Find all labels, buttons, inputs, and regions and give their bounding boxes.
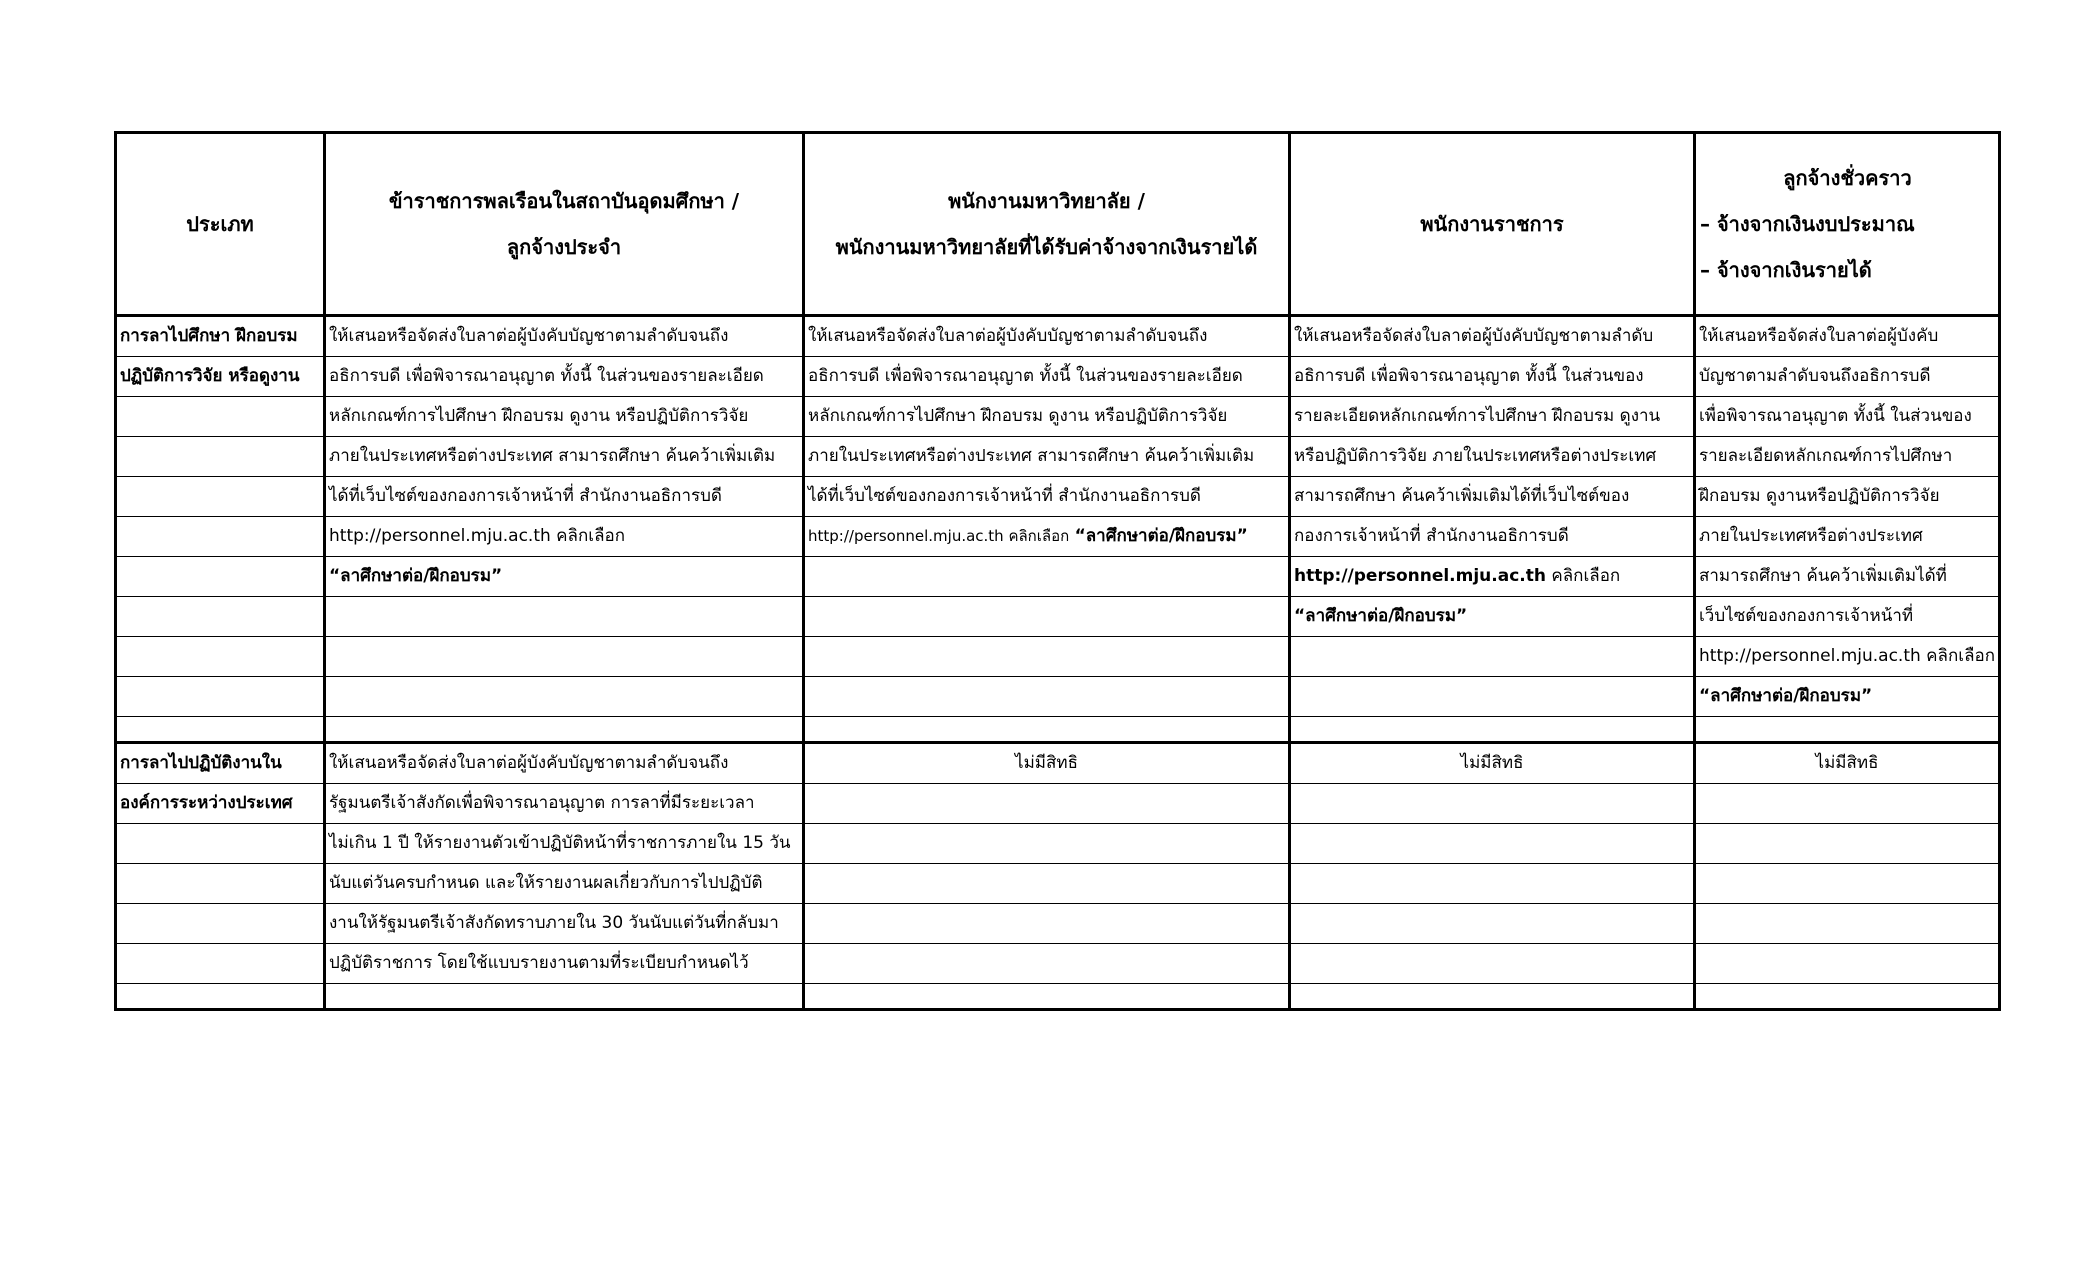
section1-col3-line: ภายในประเทศหรือต่างประเทศ สามารถศึกษา ค้นคว้าเพิ่มเติม xyxy=(804,437,1290,477)
empty-cell xyxy=(116,944,325,984)
empty-cell xyxy=(116,677,325,717)
section1-col5-line: ฝึกอบรม ดูงานหรือปฏิบัติการวิจัย xyxy=(1695,477,2000,517)
section1-col3-url-line: http://personnel.mju.ac.th คลิกเลือก xyxy=(808,527,1070,545)
section1-col5-url-line: http://personnel.mju.ac.th คลิกเลือก xyxy=(1695,637,2000,677)
section1-col5-link-label: “ลาศึกษาต่อ/ฝึกอบรม” xyxy=(1695,677,2000,717)
table-row xyxy=(116,824,2000,864)
leave-policy-table xyxy=(114,131,2001,1011)
empty-cell xyxy=(325,637,804,677)
table-row xyxy=(116,517,2000,557)
empty-cell xyxy=(325,717,804,743)
section1-col4-line: ให้เสนอหรือจัดส่งใบลาต่อผู้บังคับบัญชาตามลำดับ xyxy=(1290,316,1695,357)
section1-col5-line: สามารถศึกษา ค้นคว้าเพิ่มเติมได้ที่ xyxy=(1695,557,2000,597)
table-row xyxy=(116,357,2000,397)
empty-cell xyxy=(1290,784,1695,824)
section2-col2-line: ไม่เกิน 1 ปี ให้รายงานตัวเข้าปฏิบัติหน้าที่ราชการภายใน 15 วัน xyxy=(325,824,804,864)
section1-col2-line: หลักเกณฑ์การไปศึกษา ฝึกอบรม ดูงาน หรือปฏิบัติการวิจัย xyxy=(325,397,804,437)
section1-col3-line: ให้เสนอหรือจัดส่งใบลาต่อผู้บังคับบัญชาตามลำดับจนถึง xyxy=(804,316,1290,357)
empty-cell xyxy=(804,824,1290,864)
section1-col5-line: ให้เสนอหรือจัดส่งใบลาต่อผู้บังคับ xyxy=(1695,316,2000,357)
empty-cell xyxy=(116,904,325,944)
empty-cell xyxy=(116,517,325,557)
empty-cell xyxy=(1290,824,1695,864)
empty-cell xyxy=(116,437,325,477)
header-col5-line-3: – จ้างจากเงินรายได้ xyxy=(1700,258,1872,282)
empty-cell xyxy=(116,717,325,743)
empty-cell xyxy=(804,984,1290,1010)
empty-cell xyxy=(1290,637,1695,677)
table-row xyxy=(116,397,2000,437)
section1-col3-line: หลักเกณฑ์การไปศึกษา ฝึกอบรม ดูงาน หรือปฏิบัติการวิจัย xyxy=(804,397,1290,437)
section2-category-line-1: การลาไปปฏิบัติงานใน xyxy=(116,743,325,784)
empty-cell xyxy=(116,984,325,1010)
table-row xyxy=(116,743,2000,784)
header-civil-servant xyxy=(325,133,804,316)
section1-col3-line: อธิการบดี เพื่อพิจารณาอนุญาต ทั้งนี้ ในส่วนของรายละเอียด xyxy=(804,357,1290,397)
empty-cell xyxy=(116,597,325,637)
section1-col4-line: หรือปฏิบัติการวิจัย ภายในประเทศหรือต่างประเทศ xyxy=(1290,437,1695,477)
empty-cell xyxy=(1695,864,2000,904)
empty-cell xyxy=(804,597,1290,637)
section1-col4-url-cell xyxy=(1290,557,1695,597)
section1-col2-line: ให้เสนอหรือจัดส่งใบลาต่อผู้บังคับบัญชาตามลำดับจนถึง xyxy=(325,316,804,357)
section1-col4-line: อธิการบดี เพื่อพิจารณาอนุญาต ทั้งนี้ ในส่วนของ xyxy=(1290,357,1695,397)
table-row xyxy=(116,477,2000,517)
section1-category-line-2: ปฏิบัติการวิจัย หรือดูงาน xyxy=(116,357,325,397)
empty-cell xyxy=(804,904,1290,944)
header-col5-line-2: – จ้างจากเงินงบประมาณ xyxy=(1700,212,1915,236)
section1-col5-line: บัญชาตามลำดับจนถึงอธิการบดี xyxy=(1695,357,2000,397)
section1-col3-link-label: “ลาศึกษาต่อ/ฝึกอบรม” xyxy=(1074,526,1248,546)
section1-col3-line: ได้ที่เว็บไซต์ของกองการเจ้าหน้าที่ สำนักงานอธิการบดี xyxy=(804,477,1290,517)
empty-cell xyxy=(1695,824,2000,864)
empty-cell xyxy=(116,824,325,864)
section1-col2-line: ภายในประเทศหรือต่างประเทศ สามารถศึกษา ค้นคว้าเพิ่มเติม xyxy=(325,437,804,477)
section2-category-line-2: องค์การระหว่างประเทศ xyxy=(116,784,325,824)
empty-cell xyxy=(1695,717,2000,743)
section2-col3-no-right: ไม่มีสิทธิ xyxy=(804,743,1290,784)
header-col3-line-1: พนักงานมหาวิทยาลัย / xyxy=(948,189,1145,213)
table-row xyxy=(116,597,2000,637)
empty-cell xyxy=(116,864,325,904)
header-col2-line-1: ข้าราชการพลเรือนในสถาบันอุดมศึกษา / xyxy=(388,189,740,213)
empty-cell xyxy=(325,597,804,637)
section1-col5-line: ภายในประเทศหรือต่างประเทศ xyxy=(1695,517,2000,557)
section1-col4-line: สามารถศึกษา ค้นคว้าเพิ่มเติมได้ที่เว็บไซต์ของ xyxy=(1290,477,1695,517)
section1-col4-click-text: คลิกเลือก xyxy=(1551,566,1621,586)
header-category: ประเภท xyxy=(116,133,325,316)
section2-col4-no-right: ไม่มีสิทธิ xyxy=(1290,743,1695,784)
empty-cell xyxy=(325,677,804,717)
empty-cell xyxy=(804,637,1290,677)
table-row xyxy=(116,984,2000,1010)
header-government-employee: พนักงานราชการ xyxy=(1290,133,1695,316)
section1-col3-url-cell xyxy=(804,517,1290,557)
header-temporary-employee xyxy=(1695,133,2000,316)
empty-cell xyxy=(116,637,325,677)
section1-col4-link-label: “ลาศึกษาต่อ/ฝึกอบรม” xyxy=(1290,597,1695,637)
empty-cell xyxy=(804,784,1290,824)
empty-cell xyxy=(1695,784,2000,824)
empty-cell xyxy=(325,984,804,1010)
empty-cell xyxy=(1290,904,1695,944)
section1-col4-url: http://personnel.mju.ac.th xyxy=(1294,566,1546,586)
section2-col2-line: งานให้รัฐมนตรีเจ้าสังกัดทราบภายใน 30 วันนับแต่วันที่กลับมา xyxy=(325,904,804,944)
section2-col5-no-right: ไม่มีสิทธิ xyxy=(1695,743,2000,784)
section1-col2-line: อธิการบดี เพื่อพิจารณาอนุญาต ทั้งนี้ ในส่วนของรายละเอียด xyxy=(325,357,804,397)
header-col2-line-2: ลูกจ้างประจำ xyxy=(506,235,622,259)
empty-cell xyxy=(804,864,1290,904)
section2-col2-line: ให้เสนอหรือจัดส่งใบลาต่อผู้บังคับบัญชาตามลำดับจนถึง xyxy=(325,743,804,784)
table-row xyxy=(116,316,2000,357)
empty-cell xyxy=(1290,677,1695,717)
table-row xyxy=(116,437,2000,477)
table-row xyxy=(116,904,2000,944)
section1-col2-line: ได้ที่เว็บไซต์ของกองการเจ้าหน้าที่ สำนักงานอธิการบดี xyxy=(325,477,804,517)
empty-cell xyxy=(1290,864,1695,904)
table-row xyxy=(116,784,2000,824)
empty-cell xyxy=(804,944,1290,984)
table-row xyxy=(116,864,2000,904)
section1-col5-line: เพื่อพิจารณาอนุญาต ทั้งนี้ ในส่วนของ xyxy=(1695,397,2000,437)
empty-cell xyxy=(1290,944,1695,984)
empty-cell xyxy=(116,397,325,437)
section1-col4-line: กองการเจ้าหน้าที่ สำนักงานอธิการบดี xyxy=(1290,517,1695,557)
table-row xyxy=(116,637,2000,677)
section2-col2-line: นับแต่วันครบกำหนด และให้รายงานผลเกี่ยวกับการไปปฏิบัติ xyxy=(325,864,804,904)
section1-col4-line: รายละเอียดหลักเกณฑ์การไปศึกษา ฝึกอบรม ดูงาน xyxy=(1290,397,1695,437)
empty-cell xyxy=(1290,984,1695,1010)
table-row xyxy=(116,944,2000,984)
header-row xyxy=(116,133,2000,316)
table-row xyxy=(116,717,2000,743)
empty-cell xyxy=(804,557,1290,597)
section1-category-line-1: การลาไปศึกษา ฝึกอบรม xyxy=(116,316,325,357)
header-col5-line-1: ลูกจ้างชั่วคราว xyxy=(1783,166,1912,190)
section1-col2-link-label: “ลาศึกษาต่อ/ฝึกอบรม” xyxy=(325,557,804,597)
empty-cell xyxy=(116,557,325,597)
section1-col5-line: เว็บไซต์ของกองการเจ้าหน้าที่ xyxy=(1695,597,2000,637)
empty-cell xyxy=(116,477,325,517)
empty-cell xyxy=(804,717,1290,743)
section1-col5-line: รายละเอียดหลักเกณฑ์การไปศึกษา xyxy=(1695,437,2000,477)
section2-col2-line: รัฐมนตรีเจ้าสังกัดเพื่อพิจารณาอนุญาต การลาที่มีระยะเวลา xyxy=(325,784,804,824)
header-col3-line-2: พนักงานมหาวิทยาลัยที่ได้รับค่าจ้างจากเงินรายได้ xyxy=(835,235,1258,259)
empty-cell xyxy=(1695,904,2000,944)
table-row xyxy=(116,677,2000,717)
empty-cell xyxy=(1695,944,2000,984)
empty-cell xyxy=(1290,717,1695,743)
table-row xyxy=(116,557,2000,597)
section2-col2-line: ปฏิบัติราชการ โดยใช้แบบรายงานตามที่ระเบียบกำหนดไว้ xyxy=(325,944,804,984)
empty-cell xyxy=(804,677,1290,717)
header-university-staff xyxy=(804,133,1290,316)
empty-cell xyxy=(1695,984,2000,1010)
section1-col2-url-line: http://personnel.mju.ac.th คลิกเลือก xyxy=(325,517,804,557)
